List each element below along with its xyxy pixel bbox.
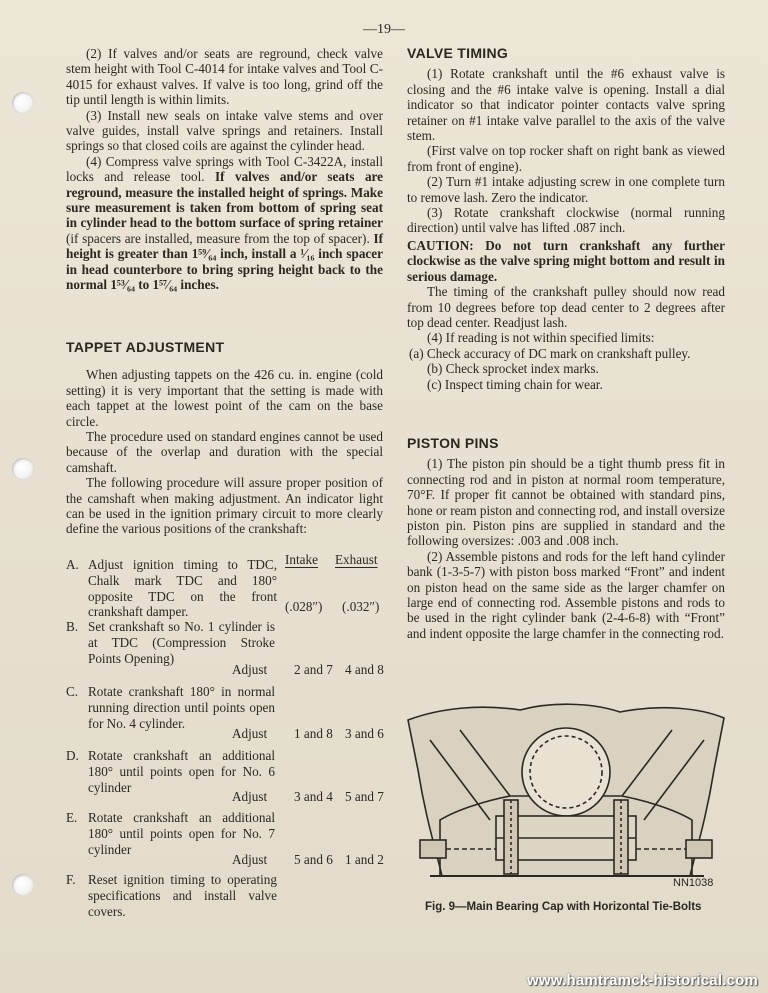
step-adjust-label: Adjust — [232, 726, 268, 741]
paragraph: The procedure used on standard engines cannot be used because of the overlap and duration with the special camshaft. — [66, 429, 383, 475]
main-bearing-cap-figure — [400, 700, 732, 900]
paragraph: (a) Check accuracy of DC mark on crankshaft pulley. — [409, 345, 691, 361]
step-adjust-label: Adjust — [232, 789, 268, 804]
punch-hole — [12, 874, 34, 896]
exhaust-value: 5 and 7 — [345, 789, 384, 804]
paragraph-bold-text: If height is greater than 1⁵⁹⁄₆₄ inch, install a ¹⁄₁₆ inch spacer in head counterbore to bring spring height back to the normal 1⁵³⁄₆₄ to 1⁵⁷⁄₆₄ inches. — [66, 230, 384, 293]
step-text: Rotate crankshaft 180° in normal running direction until points open for No. 4 cylinder. — [88, 684, 275, 731]
step-adjust-label: Adjust — [232, 662, 268, 677]
tappet-steps-table — [66, 552, 386, 922]
section-heading: VALVE TIMING — [407, 45, 509, 61]
exhaust-value: 1 and 2 — [345, 852, 384, 867]
intake-value: 2 and 7 — [294, 662, 333, 677]
paragraph: (b) Check sprocket index marks. — [427, 361, 599, 377]
intake-value: 5 and 6 — [294, 852, 333, 867]
exhaust-value: (.032″) — [342, 599, 380, 614]
step-label: E. — [66, 810, 78, 825]
paragraph-text: (if spacers are installed, measure from the top of spacer). — [66, 230, 370, 246]
figure-caption: Fig. 9—Main Bearing Cap with Horizontal Tie-Bolts — [425, 901, 702, 913]
paragraph: (4) If reading is not within specified limits: — [427, 330, 655, 346]
page-number: —19— — [363, 22, 405, 37]
paragraph: (3) Install new seals on intake valve stems and over valve guides, install valve springs and retainers. Install springs so that closed coils are against the cylinder head. — [66, 107, 383, 154]
section-heading: TAPPET ADJUSTMENT — [66, 339, 225, 355]
step-label: B. — [66, 619, 79, 634]
left-column — [66, 46, 383, 293]
step-text: Set crankshaft so No. 1 cylinder is at TDC (Compression Stroke Points Opening) — [88, 619, 275, 666]
step-text: Rotate crankshaft an additional 180° until points open for No. 6 cylinder — [88, 748, 275, 795]
exhaust-value: 3 and 6 — [345, 726, 384, 741]
column-header-exhaust: Exhaust — [335, 552, 378, 567]
step-adjust-label: Adjust — [232, 852, 268, 867]
watermark: www.hamtramck-historical.com — [527, 972, 758, 989]
piston-pins-section — [407, 436, 725, 641]
paragraph: (First valve on top rocker shaft on right bank as viewed from front of engine). — [407, 143, 725, 174]
paragraph: (3) Rotate crankshaft clockwise (normal running direction) until valve has lifted .087 inch. — [407, 205, 725, 236]
paragraph-text: (4) Compress valve springs with Tool C-3422A, install locks and release tool. — [66, 153, 383, 185]
paragraph: The timing of the crankshaft pulley should now read from 10 degrees before top dead center to 2 degrees after top dead center. Readjust lash. — [407, 284, 725, 330]
step-label: A. — [66, 557, 79, 572]
caution-bold: CAUTION: Do not turn crankshaft any further clockwise as the valve spring might bottom and result in serious damage. — [407, 237, 725, 284]
right-column — [407, 46, 725, 392]
paragraph-bold-text: If valves and/or seats are reground, measure the installed height of springs. Make sure measurement is taken from bottom of spring seat in cylinder head to the bottom surface of spring retainer — [66, 169, 384, 231]
paragraph — [66, 154, 383, 293]
step-label: F. — [66, 872, 76, 887]
paragraph: (c) Inspect timing chain for wear. — [427, 376, 603, 392]
punch-hole — [12, 458, 34, 480]
caution-text — [407, 238, 725, 284]
intake-value: 1 and 8 — [294, 726, 333, 741]
intake-value: 3 and 4 — [294, 789, 333, 804]
figure-code: NN1038 — [673, 877, 714, 889]
column-header-intake: Intake — [285, 552, 318, 567]
step-text: Adjust ignition timing to TDC, Chalk mark TDC and 180° opposite TDC on the front crankshaft damper. — [88, 557, 277, 620]
paragraph: (2) If valves and/or seats are reground, check valve stem height with Tool C-4014 for intake valves and Tool C-4015 for exhaust valves. If valve is too long, grind off the tip until length is within limits. — [66, 46, 383, 108]
exhaust-value: 4 and 8 — [345, 662, 384, 677]
paragraph: (2) Turn #1 intake adjusting screw in one complete turn to remove lash. Zero the indicator. — [407, 174, 725, 205]
paragraph: When adjusting tappets on the 426 cu. in. engine (cold setting) it is very important that the setting is made with each tappet at the lowest point of the cam on the base circle. — [66, 367, 383, 429]
section-heading: PISTON PINS — [407, 435, 499, 451]
step-text: Reset ignition timing to operating specifications and install valve covers. — [88, 872, 277, 919]
tappet-section — [66, 340, 383, 537]
step-text: Rotate crankshaft an additional 180° until points open for No. 7 cylinder — [88, 810, 275, 857]
paragraph: (1) Rotate crankshaft until the #6 exhaust valve is closing and the #6 intake valve is opening. Install a dial indicator so that indicator pointer contacts valve spring retainer on #1 intake valve parallel to the axis of the valve stem. — [407, 66, 725, 144]
paragraph: The following procedure will assure proper position of the camshaft when making adjustment. An indicator light can be used in the ignition primary circuit to more clearly define the various positions of the crankshaft: — [66, 475, 383, 537]
punch-hole — [12, 92, 34, 114]
step-label: C. — [66, 684, 79, 699]
step-label: D. — [66, 748, 79, 763]
intake-value: (.028″) — [285, 599, 323, 614]
paragraph: (2) Assemble pistons and rods for the left hand cylinder bank (1-3-5-7) with piston boss marked “Front” and indent on piston head on the same side as the larger chamfer on large end of connecting rod. Assemble pistons and rods to be used in the right cylinder bank (2-4-6-8) with “Front” and indent opposite the large chamfer in the connecting rod. — [407, 548, 725, 641]
paragraph: (1) The piston pin should be a tight thumb press fit in connecting rod and in piston at normal room temperature, 70°F. If proper fit cannot be obtained with standard pins, hone or ream piston and connecting rod, and install oversize piston pin. Piston pins are supplied in standard and the following oversizes: .003 and .008 inch. — [407, 456, 725, 549]
